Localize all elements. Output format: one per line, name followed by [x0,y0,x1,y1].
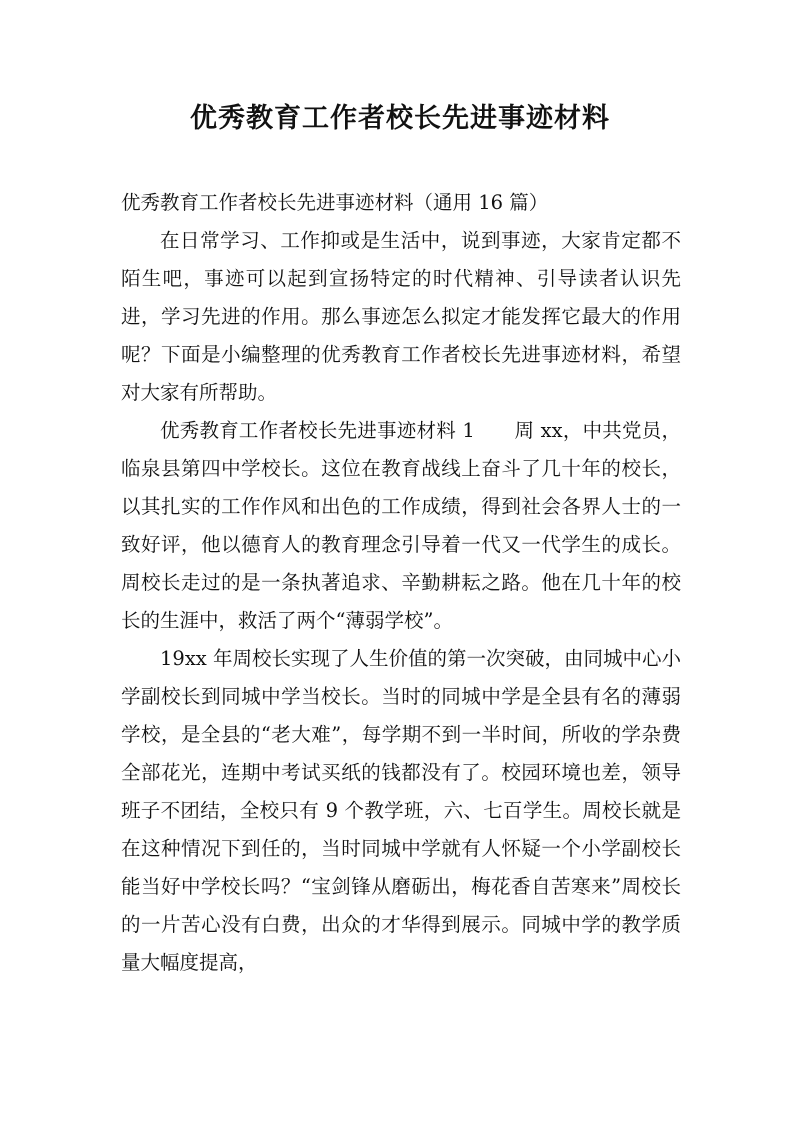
document-body [121,184,681,982]
document-subtitle: 优秀教育工作者校长先进事迹材料（通用 16 篇） [121,191,549,214]
paragraph-2: 19xx 年周校长实现了人生价值的第一次突破，由同城中心小学副校长到同城中学当校长。当时的同城中学是全县有名的薄弱学校，是全县的“老大难”，每学期不到一半时间，所收的学杂费全部花光，连期中考试买纸的钱都没有了。校园环境也差，领导班子不团结，全校只有 9 个教学班，六、七百学生。周校长就是在这种情况下到任的，当时同城中学就有人怀疑一个小学副校长能当好中学校长吗？“宝剑锋从磨砺出，梅花香自苦寒来”周校长的一片苦心没有白费，出众的才华得到展示。同城中学的教学质量大幅度提高， [121,647,682,974]
paragraph-1: 优秀教育工作者校长先进事迹材料 1 周 xx，中共党员，临泉县第四中学校长。这位在教育战线上奋斗了几十年的校长，以其扎实的工作作风和出色的工作成绩，得到社会各界人士的一致好评，他以德育人的教育理念引导着一代又一代学生的成长。周校长走过的是一条执著追求、辛勤耕耘之路。他在几十年的校长的生涯中，救活了两个“薄弱学校”。 [121,419,681,632]
paragraph-intro: 在日常学习、工作抑或是生活中，说到事迹，大家肯定都不陌生吧，事迹可以起到宣扬特定的时代精神、引导读者认识先进，学习先进的作用。那么事迹怎么拟定才能发挥它最大的作用呢？下面是小编整理的优秀教育工作者校长先进事迹材料，希望对大家有所帮助。 [121,229,681,404]
document-title: 优秀教育工作者校长先进事迹材料 [190,103,610,134]
